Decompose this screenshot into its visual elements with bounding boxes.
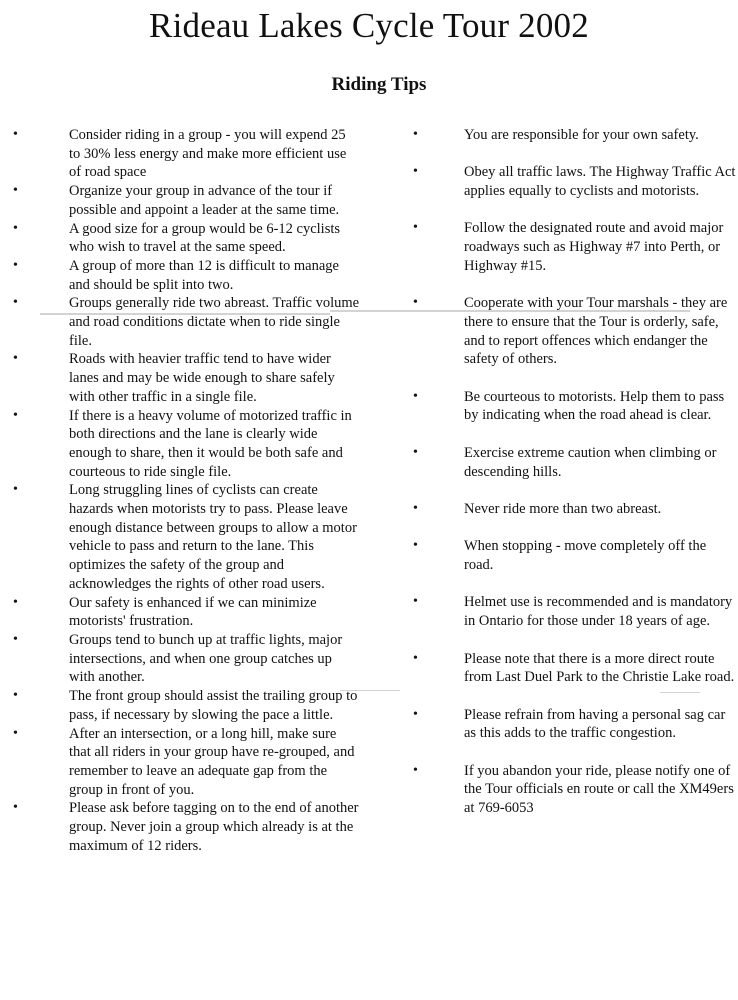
left-tips-column: [0, 126, 360, 855]
tip-text: Cooperate with your Tour marshals - they are there to ensure that the Tour is orderly, safe, and to report offences which endanger the safety of others.: [464, 295, 728, 368]
bullet-icon: •: [413, 538, 418, 554]
bullet-icon: •: [413, 706, 418, 722]
tip-text: Obey all traffic laws. The Highway Traffic Act applies equally to cyclists and motorists.: [464, 164, 736, 200]
page-title: Rideau Lakes Cycle Tour 2002: [149, 6, 589, 45]
tip-text: Organize your group in advance of the tour if possible and appoint a leader at the same time.: [69, 183, 340, 218]
tip-text: When stopping - move completely off the road.: [464, 538, 707, 574]
tip-text: Be courteous to motorists. Help them to pass by indicating when the road ahead is clear.: [464, 388, 725, 424]
bullet-icon: •: [413, 388, 418, 404]
tip-item: [388, 163, 738, 200]
tip-item: [388, 762, 738, 818]
bullet-icon: •: [413, 762, 418, 778]
tip-item: [0, 294, 360, 350]
tip-item: [0, 799, 360, 855]
tip-text: Please ask before tagging on to the end of another group. Never join a group which already is at the maximum of 12 riders.: [69, 800, 359, 854]
tip-item: [0, 407, 360, 482]
bullet-icon: •: [13, 594, 18, 610]
tip-item: [0, 257, 360, 294]
tip-text: Please refrain from having a personal sag car as this adds to the traffic congestion.: [464, 706, 726, 742]
tip-text: Groups generally ride two abreast. Traffic volume and road conditions dictate when to ride single file.: [69, 295, 360, 349]
tip-text: A group of more than 12 is difficult to manage and should be split into two.: [69, 257, 339, 293]
section-heading: Riding Tips: [331, 74, 427, 95]
tip-text: Our safety is enhanced if we can minimize motorists' frustration.: [69, 594, 317, 630]
bullet-icon: •: [13, 351, 18, 367]
tip-item: [0, 182, 360, 219]
bullet-icon: •: [413, 500, 418, 516]
bullet-icon: •: [13, 295, 18, 311]
tip-text: If you abandon your ride, please notify one of the Tour officials en route or call the XM49ers at 769-6053: [464, 762, 734, 817]
tip-item: [0, 687, 360, 724]
bullet-icon: •: [413, 594, 418, 610]
tip-text: Roads with heavier traffic tend to have wider lanes and may be wide enough to share safely with other traffic in a single file.: [69, 351, 335, 405]
tip-item: [388, 593, 738, 630]
bullet-icon: •: [13, 257, 18, 273]
tip-text: Consider riding in a group - you will expend 25 to 30% less energy and make more efficient use of road space: [69, 127, 347, 181]
tip-text: If there is a heavy volume of motorized traffic in both directions and the lane is clearly wide enough to share, then it would be both safe and courteous to ride single file.: [69, 407, 352, 480]
tip-text: Never ride more than two abreast.: [464, 500, 662, 517]
tip-item: [388, 650, 738, 687]
tip-item: [388, 537, 738, 574]
tip-item: [388, 219, 738, 275]
bullet-icon: •: [13, 127, 18, 142]
tip-item: [388, 388, 738, 425]
bullet-icon: •: [413, 127, 418, 142]
tip-text: The front group should assist the trailing group to pass, if necessary by slowing the pace a little.: [69, 688, 358, 723]
tip-text: After an intersection, or a long hill, make sure that all riders in your group have re-grouped, and remember to leave an adequate gap from the group in front of you.: [69, 725, 355, 798]
tip-text: Please note that there is a more direct route from Last Duel Park to the Christie Lake road.: [464, 650, 735, 686]
bullet-icon: •: [13, 183, 18, 199]
tip-text: A good size for a group would be 6-12 cyclists who wish to travel at the same speed.: [69, 220, 341, 256]
bullet-icon: •: [13, 725, 18, 741]
tip-text: You are responsible for your own safety.: [464, 127, 699, 143]
bullet-icon: •: [13, 482, 18, 498]
tip-item: [388, 126, 738, 145]
tip-item: [388, 500, 738, 519]
tip-text: Long struggling lines of cyclists can create hazards when motorists try to pass. Please leave enough distance between groups to allow a motor vehicle to pass and return to the lane. This optimizes the safety of the group and acknowledges the rights of other road users.: [69, 482, 357, 592]
tip-text: Groups tend to bunch up at traffic lights, major intersections, and when one group catches up with another.: [69, 631, 343, 686]
tip-text: Exercise extreme caution when climbing or descending hills.: [464, 444, 717, 480]
bullet-icon: •: [13, 800, 18, 816]
tip-text: Follow the designated route and avoid major roadways such as Highway #7 into Perth, or Highway #15.: [464, 220, 724, 274]
bullet-icon: •: [13, 631, 18, 647]
bullet-icon: •: [13, 688, 18, 704]
tip-item: [0, 220, 360, 257]
bullet-icon: •: [413, 444, 418, 460]
tip-text: Helmet use is recommended and is mandatory in Ontario for those under 18 years of age.: [464, 594, 733, 630]
right-tips-column: [388, 126, 738, 837]
tip-item: [0, 350, 360, 406]
tip-item: [388, 444, 738, 481]
tip-item: [0, 126, 360, 182]
bullet-icon: •: [413, 220, 418, 236]
tip-item: [388, 706, 738, 743]
bullet-icon: •: [13, 220, 18, 236]
tip-item: [0, 725, 360, 800]
tip-item: [0, 631, 360, 687]
bullet-icon: •: [13, 407, 18, 423]
tip-item: [0, 594, 360, 631]
bullet-icon: •: [413, 650, 418, 666]
tip-item: [0, 481, 360, 593]
bullet-icon: •: [413, 295, 418, 311]
bullet-icon: •: [413, 164, 418, 180]
tip-item: [388, 294, 738, 369]
